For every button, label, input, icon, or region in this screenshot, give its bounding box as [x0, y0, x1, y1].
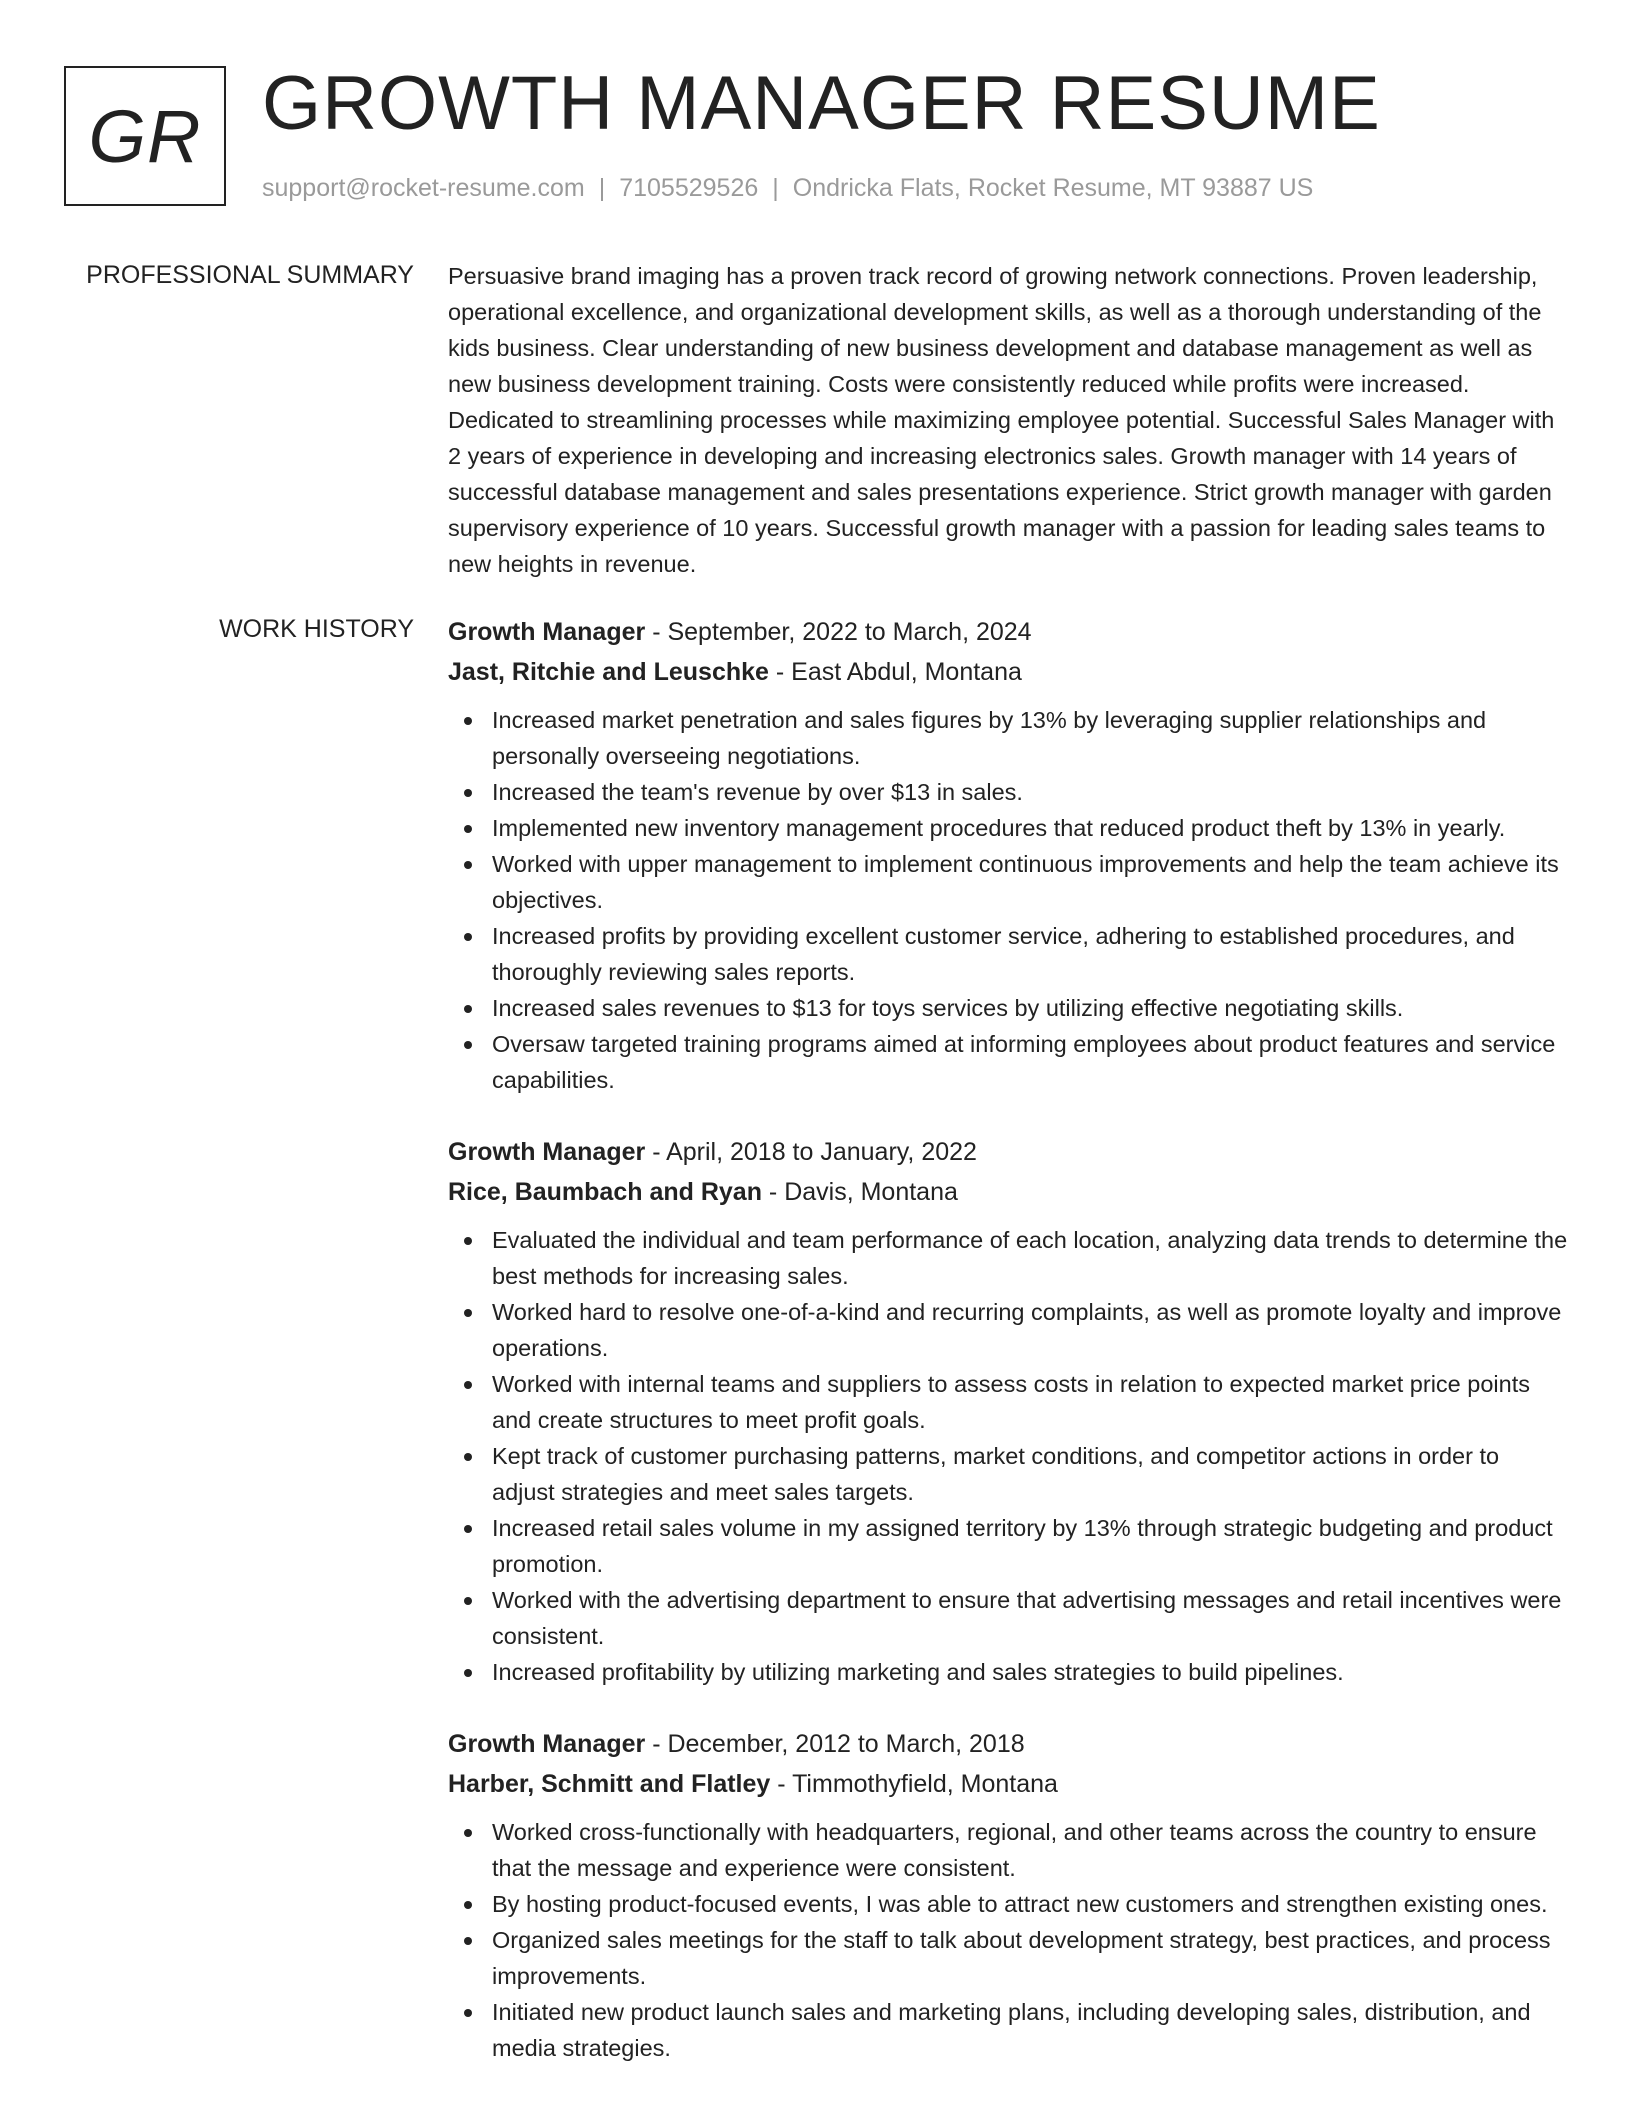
- contact-separator: |: [598, 174, 606, 202]
- bullet-dot-icon: [464, 1237, 472, 1245]
- job-title: Growth Manager: [448, 1138, 646, 1166]
- job-entry: [448, 612, 1568, 1098]
- job-company-line: [448, 1764, 1568, 1804]
- job-bullet-text: Kept track of customer purchasing patterns, market conditions, and competitor actions in order to adjust strategies and meet sales targets.: [492, 1443, 1500, 1505]
- job-location: - Davis, Montana: [761, 1178, 958, 1206]
- resume-header: [64, 61, 1568, 210]
- job-bullet-text: Increased profitability by utilizing marketing and sales strategies to build pipelines.: [492, 1659, 1344, 1685]
- bullet-dot-icon: [464, 1669, 472, 1677]
- summary-text: Persuasive brand imaging has a proven track record of growing network connections. Proven leadership, operational excellence, and organizational development skills, as well as a thorough understanding of the kids business. Clear understanding of new business development and database management as well as new business development training. Costs were consistently reduced while profits were increased. Dedicated to streamlining processes while maximizing employee potential. Successful Sales Manager with 2 years of experience in developing and increasing electronics sales. Growth manager with 14 years of successful database management and sales presentations experience. Strict growth manager with garden supervisory experience of 10 years. Successful growth manager with a passion for leading sales teams to new heights in revenue.: [448, 263, 1555, 577]
- job-bullet-text: Oversaw targeted training programs aimed at informing employees about product features and service capabilities.: [492, 1031, 1556, 1093]
- job-bullet-text: Worked with internal teams and suppliers to assess costs in relation to expected market price points and create structures to meet profit goals.: [492, 1371, 1530, 1433]
- job-bullet-text: Increased market penetration and sales figures by 13% by leveraging supplier relationships and personally overseeing negotiations.: [492, 707, 1487, 769]
- job-location: - Timmothyfield, Montana: [770, 1770, 1058, 1798]
- bullet-dot-icon: [464, 717, 472, 725]
- job-bullet: [448, 1510, 1568, 1582]
- job-bullet-text: Initiated new product launch sales and marketing plans, including developing sales, distribution, and media strategies.: [492, 1999, 1531, 2061]
- job-dates: - September, 2022 to March, 2024: [645, 618, 1032, 646]
- job-bullet: [448, 1366, 1568, 1438]
- job-bullet-text: By hosting product-focused events, I was able to attract new customers and strengthen existing ones.: [492, 1891, 1548, 1917]
- job-company-line: [448, 1172, 1568, 1212]
- job-bullet-text: Worked with upper management to implement continuous improvements and help the team achieve its objectives.: [492, 851, 1559, 913]
- contact-separator: |: [772, 174, 779, 202]
- job-title-line: [448, 1132, 1568, 1172]
- job-company-line: [448, 652, 1568, 692]
- summary-body: [448, 258, 1568, 582]
- job-company: Harber, Schmitt and Flatley: [448, 1770, 771, 1798]
- job-bullet-text: Organized sales meetings for the staff to talk about development strategy, best practices, and process improvements.: [492, 1927, 1551, 1989]
- job-entry: [448, 1132, 1568, 1690]
- job-company: Jast, Ritchie and Leuschke: [448, 658, 769, 686]
- job-bullet-text: Worked with the advertising department to ensure that advertising messages and retail incentives were consistent.: [492, 1587, 1562, 1649]
- job-bullet: [448, 1814, 1568, 1886]
- monogram-badge: GR: [64, 66, 226, 206]
- job-title: Growth Manager: [448, 1730, 646, 1758]
- job-bullet-text: Evaluated the individual and team performance of each location, analyzing data trends to determine the best methods for increasing sales.: [492, 1227, 1568, 1289]
- job-dates: - April, 2018 to January, 2022: [645, 1138, 977, 1166]
- job-bullet-list: [448, 702, 1568, 1098]
- job-bullet-list: [448, 1222, 1568, 1690]
- job-bullet-text: Increased retail sales volume in my assigned territory by 13% through strategic budgeting and product promotion.: [492, 1515, 1553, 1577]
- bullet-dot-icon: [464, 825, 472, 833]
- job-bullet: [448, 1886, 1568, 1922]
- job-bullet: [448, 1438, 1568, 1510]
- bullet-dot-icon: [464, 861, 472, 869]
- bullet-dot-icon: [464, 1453, 472, 1461]
- job-bullet: [448, 1222, 1568, 1294]
- job-bullet-list: [448, 1814, 1568, 2066]
- job-bullet: [448, 1294, 1568, 1366]
- job-bullet: [448, 1922, 1568, 1994]
- resume-title: GROWTH MANAGER RESUME: [262, 61, 1381, 146]
- job-bullet: [448, 846, 1568, 918]
- job-bullet-text: Worked cross-functionally with headquarters, regional, and other teams across the country to ensure that the message and experience were consistent.: [492, 1819, 1537, 1881]
- job-bullet: [448, 1026, 1568, 1098]
- bullet-dot-icon: [464, 1309, 472, 1317]
- job-bullet-text: Increased sales revenues to $13 for toys services by utilizing effective negotiating skills.: [492, 995, 1404, 1021]
- bullet-dot-icon: [464, 1829, 472, 1837]
- bullet-dot-icon: [464, 1525, 472, 1533]
- bullet-dot-icon: [464, 1937, 472, 1945]
- job-bullet-text: Increased profits by providing excellent customer service, adhering to established procedures, and thoroughly reviewing sales reports.: [492, 923, 1515, 985]
- bullet-dot-icon: [464, 789, 472, 797]
- bullet-dot-icon: [464, 1901, 472, 1909]
- job-entry: [448, 1724, 1568, 2066]
- job-bullet: [448, 1994, 1568, 2066]
- job-bullet: [448, 1582, 1568, 1654]
- job-bullet: [448, 1654, 1568, 1690]
- bullet-dot-icon: [464, 1005, 472, 1013]
- bullet-dot-icon: [464, 1041, 472, 1049]
- job-bullet-text: Worked hard to resolve one-of-a-kind and recurring complaints, as well as promote loyalty and improve operations.: [492, 1299, 1562, 1361]
- bullet-dot-icon: [464, 933, 472, 941]
- work-history-body: [448, 612, 1568, 2100]
- bullet-dot-icon: [464, 1597, 472, 1605]
- bullet-dot-icon: [464, 2009, 472, 2017]
- contact-email[interactable]: support@rocket-resume.com: [262, 174, 585, 202]
- job-location: - East Abdul, Montana: [768, 658, 1022, 686]
- job-bullet: [448, 810, 1568, 846]
- job-bullet-text: Increased the team's revenue by over $13 in sales.: [492, 779, 1023, 805]
- bullet-dot-icon: [464, 1381, 472, 1389]
- contact-line: [262, 174, 1313, 203]
- job-title: Growth Manager: [448, 618, 646, 646]
- job-title-line: [448, 1724, 1568, 1764]
- contact-phone[interactable]: 7105529526: [619, 174, 759, 202]
- job-company: Rice, Baumbach and Ryan: [448, 1178, 762, 1206]
- contact-address: Ondricka Flats, Rocket Resume, MT 93887 US: [792, 174, 1314, 202]
- job-bullet: [448, 774, 1568, 810]
- job-title-line: [448, 612, 1568, 652]
- job-bullet: [448, 918, 1568, 990]
- job-bullet-text: Implemented new inventory management procedures that reduced product theft by 13% in yearly.: [492, 815, 1506, 841]
- job-dates: - December, 2012 to March, 2018: [645, 1730, 1025, 1758]
- job-bullet: [448, 702, 1568, 774]
- summary-heading: PROFESSIONAL SUMMARY: [86, 261, 414, 289]
- work-history-heading: WORK HISTORY: [219, 615, 414, 643]
- job-bullet: [448, 990, 1568, 1026]
